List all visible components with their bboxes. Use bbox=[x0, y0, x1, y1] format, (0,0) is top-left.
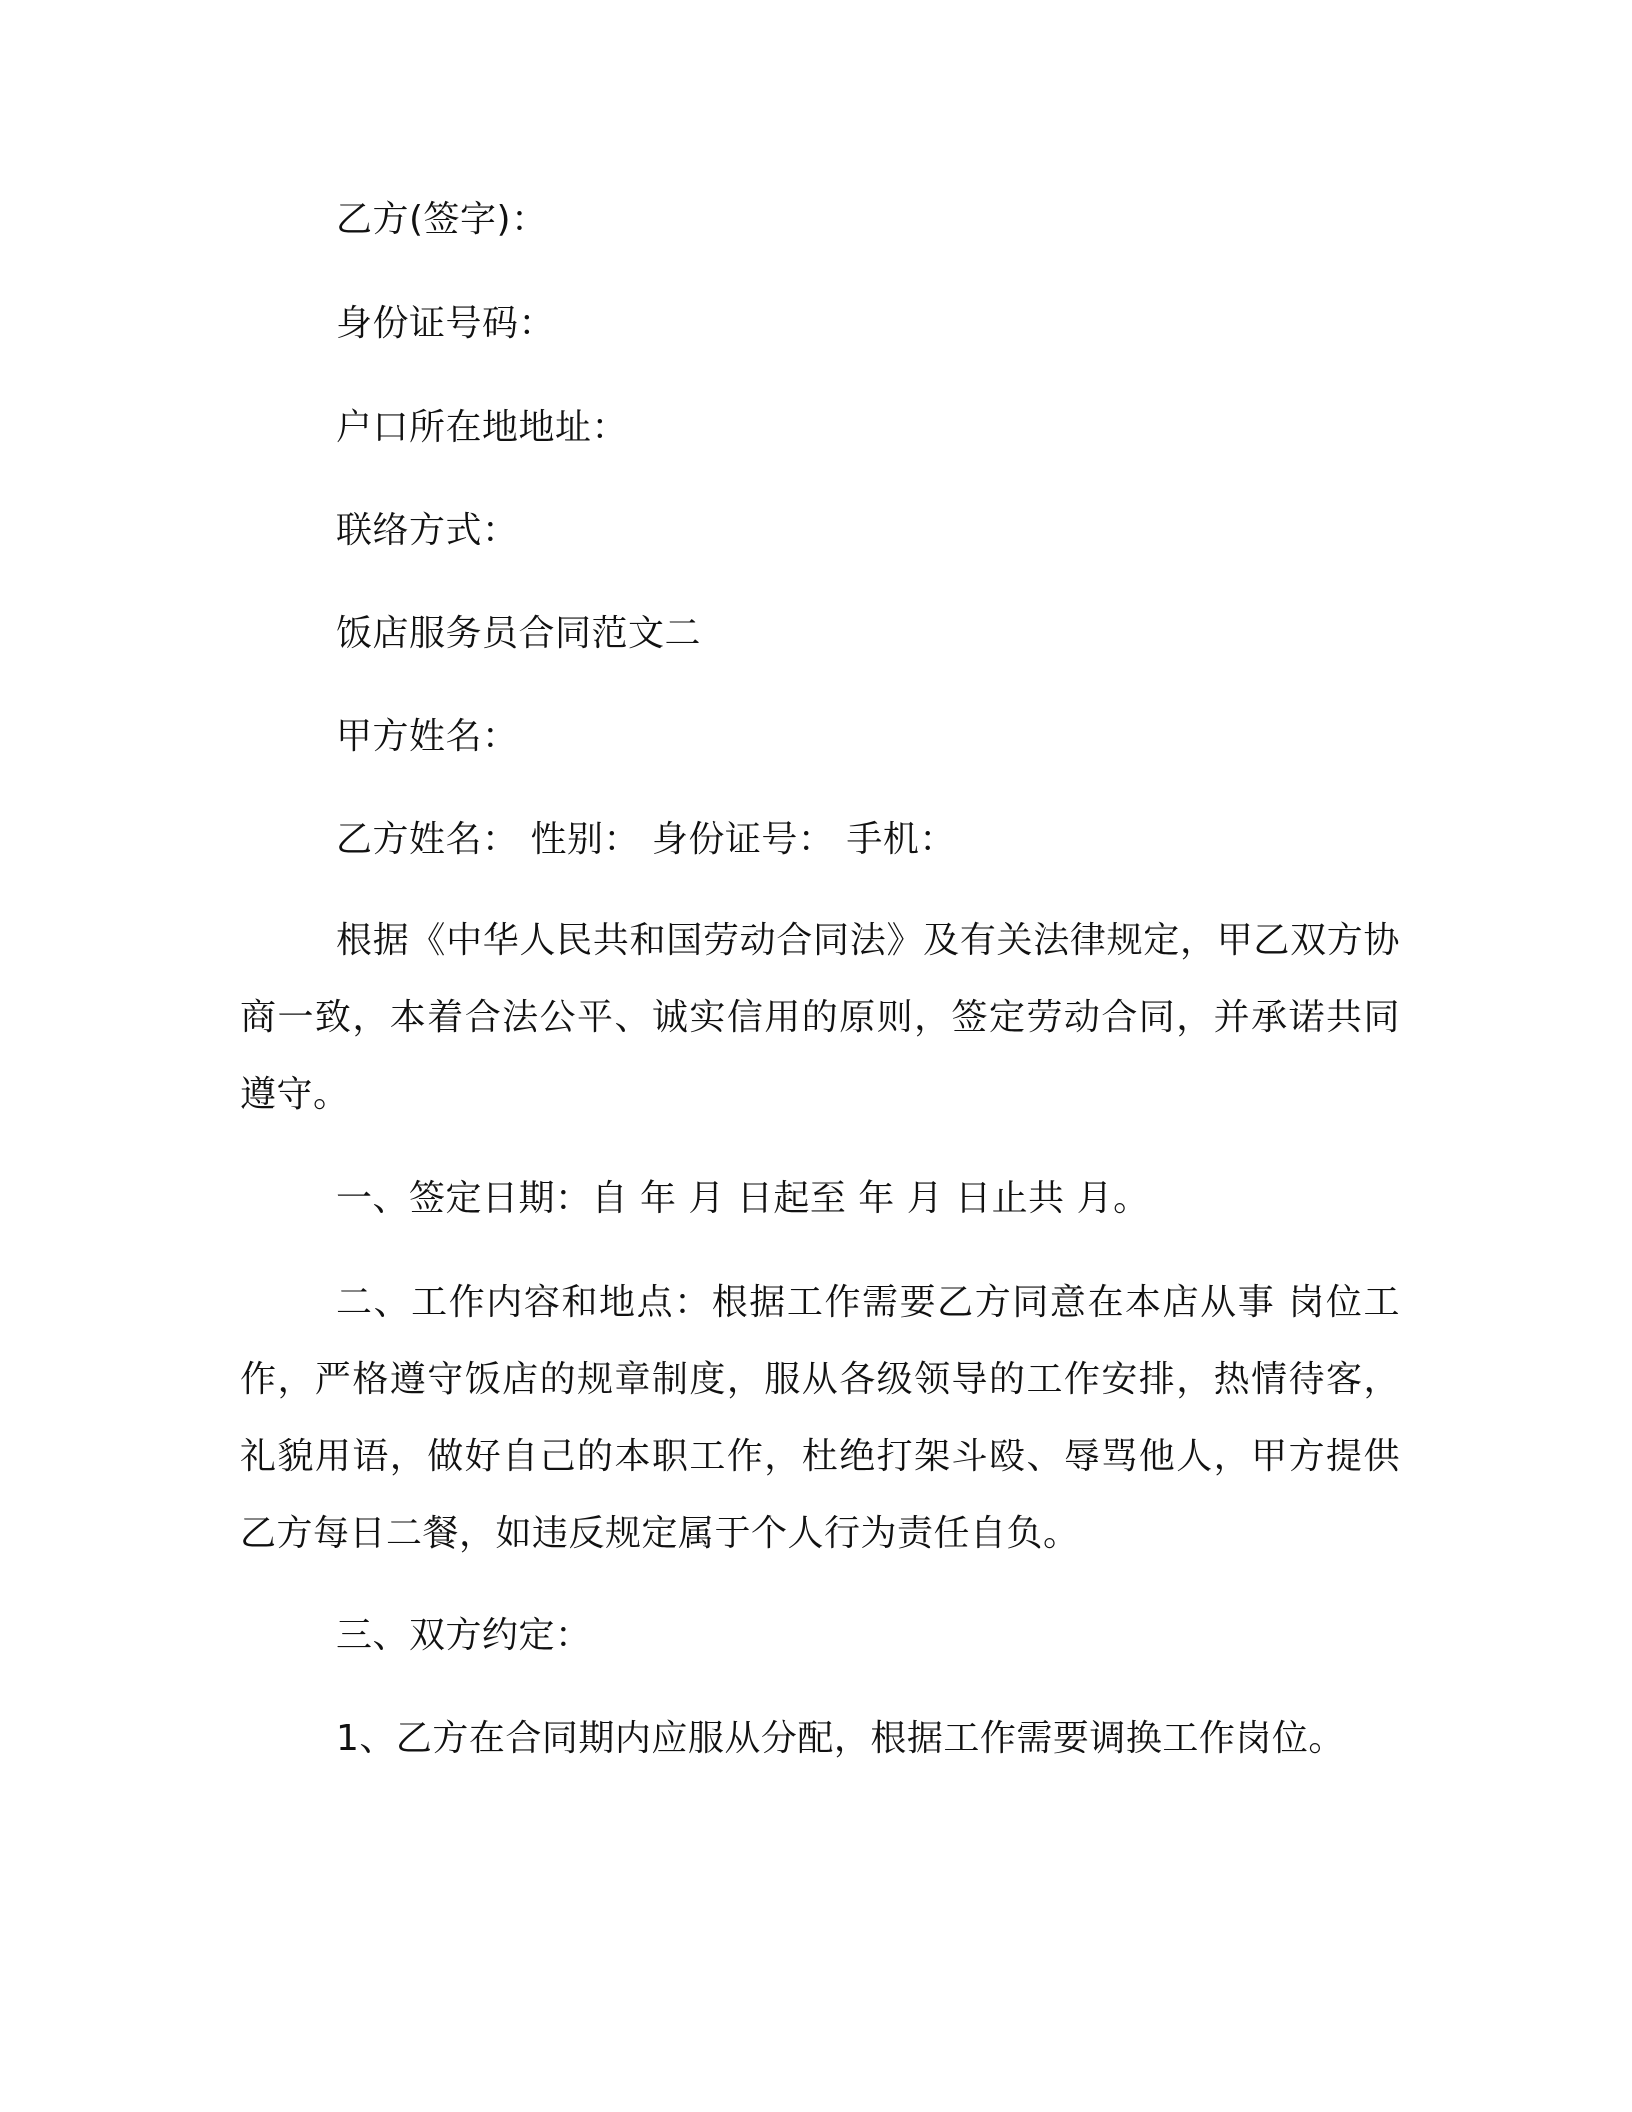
contact-line: 联络方式： bbox=[336, 510, 519, 551]
clause-2-work-content: 二、工作内容和地点：根据工作需要乙方同意在本店从事 岗位工作，严格遵守饭店的规章制度，服从各级领导的工作安排，热情待客，礼貌用语，做好自己的本职工作，杜绝打架斗殴、辱骂他人，甲方提供乙方每日二餐，如违反规定属于个人行为责任自负。 bbox=[240, 1282, 1400, 1554]
clause-3-agreement-heading: 三、双方约定： bbox=[336, 1615, 592, 1656]
clause-3-item-1: 1、乙方在合同期内应服从分配，根据工作需要调换工作岗位。 bbox=[336, 1718, 1345, 1759]
party-a-name-line: 甲方姓名： bbox=[336, 716, 519, 757]
document-page bbox=[240, 0, 1400, 2112]
party-b-signature-line: 乙方(签字)： bbox=[336, 199, 548, 240]
contract-sample-title: 饭店服务员合同范文二 bbox=[336, 613, 702, 654]
id-number-line: 身份证号码： bbox=[336, 303, 556, 344]
party-b-info-line: 乙方姓名： 性别： 身份证号： 手机： bbox=[336, 819, 956, 860]
preamble-paragraph: 根据《中华人民共和国劳动合同法》及有关法律规定，甲乙双方协商一致，本着合法公平、诚实信用的原则，签定劳动合同，并承诺共同遵守。 bbox=[240, 920, 1400, 1115]
clause-1-signing-date: 一、签定日期：自 年 月 日起至 年 月 日止共 月。 bbox=[336, 1178, 1150, 1219]
household-address-line: 户口所在地地址： bbox=[336, 407, 629, 448]
